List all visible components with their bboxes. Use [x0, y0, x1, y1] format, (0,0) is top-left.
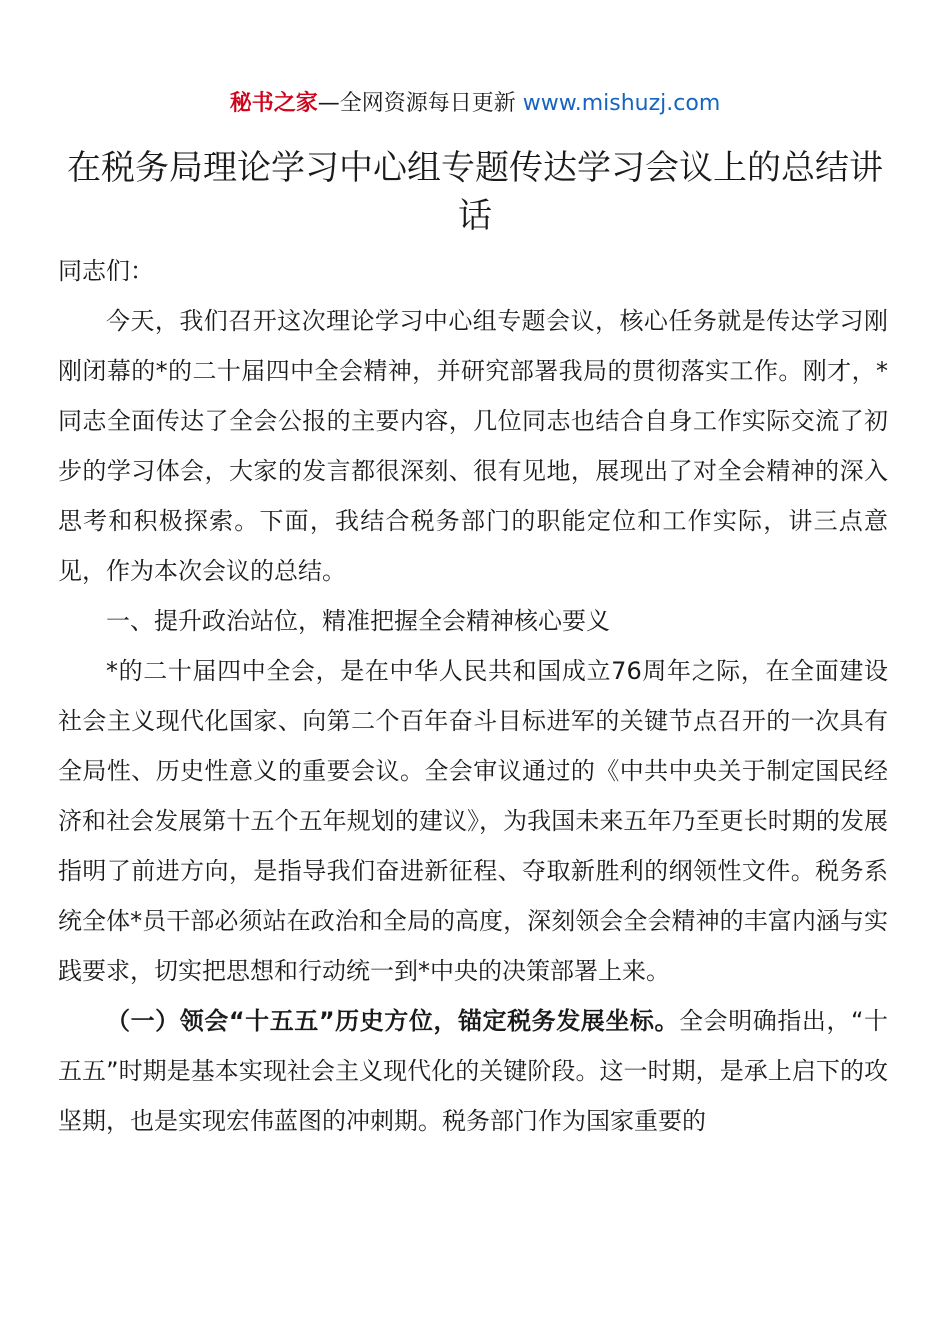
site-url-link[interactable]: www.mishuzj.com [522, 91, 721, 116]
document-title: 在税务局理论学习中心组专题传达学习会议上的总结讲话 [67, 148, 883, 236]
header-tagline: —全网资源每日更新 [317, 91, 523, 116]
section-heading-1: 一、提升政治站位，精准把握全会精神核心要义 [106, 607, 610, 635]
subsection-heading-1: （一）领会“十五五”历史方位，锚定税务发展坐标。 [106, 1007, 680, 1035]
document-body [58, 296, 888, 1146]
paragraph-section-1: *的二十届四中全会，是在中华人民共和国成立76周年之际，在全面建设社会主义现代化国家、向第二个百年奋斗目标进军的关键节点召开的一次具有全局性、历史性意义的重要会议。全会审议通过的《中共中央关于制定国民经济和社会发展第十五个五年规划的建议》，为我国未来五年乃至更长时期的发展指明了前进方向，是指导我们奋进新征程、夺取新胜利的纲领性文件。税务系统全体*员干部必须站在政治和全局的高度，深刻领会全会精神的丰富内涵与实践要求，切实把思想和行动统一到*中央的决策部署上来。 [58, 657, 888, 985]
subsection-1-text: 全会明确指出，“十五五”时期是基本实现社会主义现代化的关键阶段。这一时期，是承上启下的攻坚期，也是实现宏伟蓝图的冲刺期。税务部门作为国家重要的 [58, 1007, 888, 1135]
paragraph-intro: 今天，我们召开这次理论学习中心组专题会议，核心任务就是传达学习刚刚闭幕的*的二十届四中全会精神，并研究部署我局的贯彻落实工作。刚才，*同志全面传达了全会公报的主要内容，几位同志也结合自身工作实际交流了初步的学习体会，大家的发言都很深刻、很有见地，展现出了对全会精神的深入思考和积极探索。下面，我结合税务部门的职能定位和工作实际，讲三点意见，作为本次会议的总结。 [58, 307, 888, 585]
paragraph-subsection-1 [58, 996, 888, 1146]
brand-name: 秘书之家 [229, 91, 318, 116]
site-header [0, 86, 950, 122]
salutation: 同志们： [58, 257, 154, 285]
